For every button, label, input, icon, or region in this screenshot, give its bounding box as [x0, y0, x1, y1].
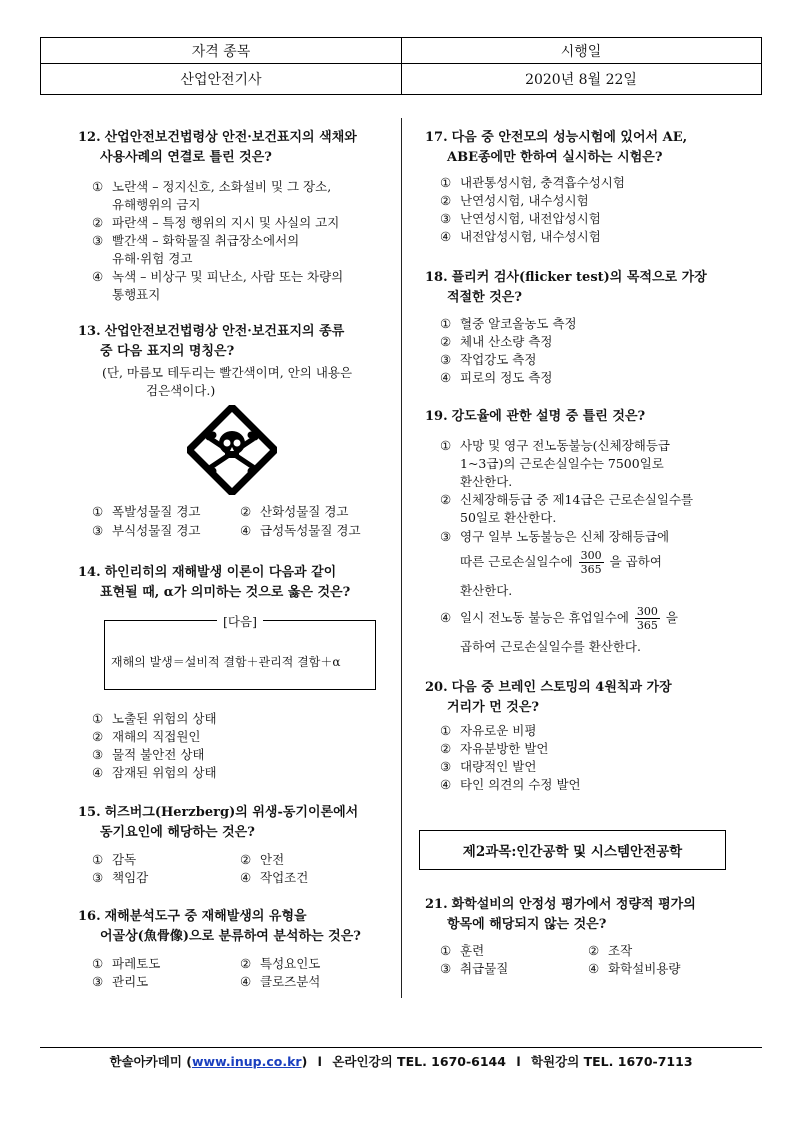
option-marker: ④: [92, 269, 104, 284]
question-text: 다음 중 안전모의 성능시험에 있어서 AE,: [451, 130, 688, 145]
question-number: 13.: [78, 324, 101, 339]
q13-note: [102, 364, 352, 382]
footer-org-close: ): [301, 1054, 308, 1069]
q21-option-1[interactable]: [440, 942, 484, 960]
question-15: [78, 803, 398, 843]
q19-option-2-cont: [460, 509, 556, 527]
fraction: [579, 549, 604, 576]
option-text: 부식성물질 경고: [112, 523, 201, 538]
question-14: [78, 563, 398, 603]
question-13-title: [78, 322, 398, 362]
option-text: 사망 및 영구 전노동불능(신체장해등급: [460, 438, 670, 453]
option-text: 잠재된 위험의 상태: [112, 765, 217, 780]
option-text: 타인 의견의 수정 발언: [460, 777, 581, 792]
question-text: 산업안전보건법령상 안전·보건표지의 종류: [104, 324, 345, 339]
option-marker: ①: [92, 956, 104, 971]
option-marker: ④: [440, 370, 452, 385]
q12-option-3-cont: [112, 250, 192, 268]
question-18-title: [425, 268, 755, 308]
q13-option-1[interactable]: [92, 503, 201, 521]
option-marker: ③: [440, 529, 452, 544]
question-16-title: [78, 907, 398, 947]
q20-option-3[interactable]: [440, 758, 536, 776]
note-text: 검은색이다.): [146, 383, 216, 398]
option-marker: ③: [440, 211, 452, 226]
question-number: 12.: [78, 130, 101, 145]
option-text: 급성독성물질 경고: [260, 523, 361, 538]
option-text: 작업조건: [260, 870, 309, 885]
option-marker: ③: [440, 961, 452, 976]
q21-option-4[interactable]: [588, 960, 680, 978]
header-col1-label: 자격 종목: [191, 43, 251, 60]
option-text: 곱하여 근로손실일수를 환산한다.: [460, 639, 641, 654]
option-text: 조작: [608, 943, 633, 958]
option-text: 폭발성물질 경고: [112, 504, 201, 519]
option-text: 클로즈분석: [260, 974, 321, 989]
option-text: 일시 전노동 불능은 휴업일수에: [460, 610, 629, 625]
option-text: 따른 근로손실일수에: [460, 554, 573, 569]
option-marker: ①: [440, 175, 452, 190]
fraction-numerator: 300: [636, 605, 658, 618]
footer-online-phone: 온라인강의 TEL. 1670-6144: [332, 1054, 506, 1069]
question-13: [78, 322, 398, 362]
question-text: 허즈버그(Herzberg)의 위생-동기이론에서: [104, 805, 359, 820]
option-text: 취급물질: [460, 961, 509, 976]
option-text: 녹색 – 비상구 및 피난소, 사람 또는 차량의: [112, 269, 344, 284]
fraction: [635, 605, 660, 632]
q17-option-2[interactable]: [440, 192, 589, 210]
q16-option-4[interactable]: [240, 973, 320, 991]
q12-option-4-cont: [112, 286, 160, 304]
question-16: [78, 907, 398, 947]
q18-option-2[interactable]: [440, 333, 552, 351]
q12-option-4[interactable]: [92, 268, 343, 286]
question-12: [78, 128, 398, 168]
option-text: 50일로 환산한다.: [460, 510, 557, 525]
option-marker: ④: [440, 777, 452, 792]
option-text: 혈중 알코올농도 측정: [460, 316, 577, 331]
option-marker: ③: [92, 974, 104, 989]
question-number: 21.: [425, 897, 448, 912]
option-marker: ①: [92, 504, 104, 519]
q16-option-1[interactable]: [92, 955, 160, 973]
option-marker: ①: [440, 316, 452, 331]
option-marker: ③: [440, 759, 452, 774]
option-text: 산화성물질 경고: [260, 504, 349, 519]
option-marker: ②: [440, 334, 452, 349]
question-text: 다음 중 브레인 스토밍의 4원칙과 가장: [451, 680, 672, 695]
question-12-title: [78, 128, 398, 168]
q18-option-3[interactable]: [440, 351, 536, 369]
option-text: 관리도: [112, 974, 149, 989]
option-marker: ④: [440, 610, 452, 625]
fraction-numerator: 300: [580, 549, 602, 562]
header-col2-value: 2020년 8월 22일: [525, 71, 637, 88]
option-marker: ②: [240, 504, 252, 519]
q16-option-2[interactable]: [240, 955, 320, 973]
option-marker: ②: [440, 741, 452, 756]
q19-option-1[interactable]: [440, 437, 670, 455]
q13-note-cont: [146, 382, 215, 400]
q14-option-4[interactable]: [92, 764, 217, 782]
q14-option-2[interactable]: [92, 728, 201, 746]
question-20: [425, 678, 755, 718]
option-marker: ②: [240, 852, 252, 867]
question-number: 19.: [425, 409, 448, 424]
fraction-denominator: 365: [580, 563, 602, 576]
option-marker: ①: [92, 711, 104, 726]
option-text: 통행표지: [112, 287, 161, 302]
question-text: 중 다음 표지의 명칭은?: [100, 344, 235, 359]
question-19-title: [425, 407, 755, 427]
q15-option-3[interactable]: [92, 869, 148, 887]
option-marker: ①: [92, 852, 104, 867]
question-20-title: [425, 678, 755, 718]
footer-separator: l: [317, 1054, 322, 1069]
option-text: 영구 일부 노동불능은 신체 장해등급에: [460, 529, 670, 544]
question-number: 16.: [78, 909, 101, 924]
option-text: 유해·위험 경고: [112, 251, 193, 266]
option-text: 난연성시험, 내수성시험: [460, 193, 589, 208]
q15-option-1[interactable]: [92, 851, 136, 869]
q19-option-3-cont: [460, 548, 662, 576]
option-text: 자유분방한 발언: [460, 741, 549, 756]
fraction-denominator: 365: [636, 619, 658, 632]
question-text: 산업안전보건법령상 안전·보건표지의 색채와: [104, 130, 357, 145]
question-15-title: [78, 803, 398, 843]
footer-offline-phone: 학원강의 TEL. 1670-7113: [530, 1054, 693, 1069]
option-marker: ②: [92, 729, 104, 744]
question-text: 하인리히의 재해발생 이론이 다음과 같이: [104, 565, 337, 580]
column-divider: [401, 118, 402, 998]
option-marker: ④: [440, 229, 452, 244]
q12-option-1-cont: [112, 196, 201, 214]
q17-option-1[interactable]: [440, 174, 625, 192]
q13-option-3[interactable]: [92, 522, 201, 540]
option-marker: ②: [440, 492, 452, 507]
option-text: 을 곱하여: [609, 554, 662, 569]
option-marker: ②: [240, 956, 252, 971]
option-marker: ①: [440, 438, 452, 453]
q19-option-3[interactable]: [440, 528, 669, 546]
question-text: ABE종에만 한하여 실시하는 시험은?: [447, 150, 663, 165]
option-text: 안전: [260, 852, 285, 867]
question-17: [425, 128, 755, 168]
footer-separator: l: [516, 1054, 521, 1069]
q15-option-4[interactable]: [240, 869, 308, 887]
option-text: 환산한다.: [460, 474, 513, 489]
option-text: 난연성시험, 내전압성시험: [460, 211, 601, 226]
q19-option-1-cont: [460, 455, 664, 473]
option-text: 책임감: [112, 870, 149, 885]
option-text: 빨간색 – 화학물질 취급장소에서의: [112, 233, 300, 248]
option-text: 훈련: [460, 943, 485, 958]
header-col2-label: 시행일: [560, 43, 602, 60]
option-text: 대량적인 발언: [460, 759, 537, 774]
q19-option-1-cont: [460, 473, 512, 491]
option-marker: ④: [240, 974, 252, 989]
option-text: 파란색 – 특정 행위의 지시 및 사실의 고지: [112, 215, 340, 230]
option-marker: ③: [92, 233, 104, 248]
question-text: 적절한 것은?: [447, 290, 522, 305]
option-text: 노출된 위험의 상태: [112, 711, 217, 726]
option-text: 내관통성시험, 충격흡수성시험: [460, 175, 625, 190]
footer: [40, 1052, 762, 1070]
question-number: 15.: [78, 805, 101, 820]
option-marker: ④: [240, 523, 252, 538]
question-19: [425, 407, 755, 427]
q21-option-3[interactable]: [440, 960, 508, 978]
q17-option-4[interactable]: [440, 228, 601, 246]
option-marker: ④: [92, 765, 104, 780]
question-number: 14.: [78, 565, 101, 580]
question-text: 재해분석도구 중 재해발생의 유형을: [104, 909, 307, 924]
question-text: 화학설비의 안정성 평가에서 정량적 평가의: [451, 897, 696, 912]
question-18: [425, 268, 755, 308]
q15-option-2[interactable]: [240, 851, 284, 869]
option-text: 재해의 직접원인: [112, 729, 201, 744]
box-formula: 재해의 발생＝설비적 결함＋관리적 결함＋α: [111, 655, 341, 669]
q13-option-2[interactable]: [240, 503, 349, 521]
question-21-title: [425, 895, 765, 935]
header-col1-value: 산업안전기사: [180, 71, 262, 88]
option-text: 을: [665, 610, 678, 625]
option-text: 신체장해등급 중 제14급은 근로손실일수를: [460, 492, 694, 507]
option-marker: ②: [440, 193, 452, 208]
question-text: 사용사례의 연결로 틀린 것은?: [100, 150, 272, 165]
option-text: 작업강도 측정: [460, 352, 537, 367]
q20-option-1[interactable]: [440, 722, 536, 740]
question-text: 거리가 먼 것은?: [447, 700, 540, 715]
q13-option-4[interactable]: [240, 522, 361, 540]
option-marker: ②: [92, 215, 104, 230]
question-21: [425, 895, 765, 935]
q20-option-2[interactable]: [440, 740, 549, 758]
option-text: 노란색 – 정지신호, 소화설비 및 그 장소,: [112, 179, 332, 194]
option-marker: ③: [440, 352, 452, 367]
question-text: 항목에 해당되지 않는 것은?: [447, 917, 607, 932]
exam-header-table: [40, 37, 762, 95]
q12-option-1[interactable]: [92, 178, 331, 196]
q18-option-1[interactable]: [440, 315, 577, 333]
option-text: 피로의 정도 측정: [460, 370, 553, 385]
option-marker: ①: [440, 943, 452, 958]
option-text: 체내 산소량 측정: [460, 334, 553, 349]
q19-option-2[interactable]: [440, 491, 693, 509]
option-marker: ④: [588, 961, 600, 976]
box-title: [105, 612, 375, 630]
option-text: 감독: [112, 852, 137, 867]
option-text: 특성요인도: [260, 956, 321, 971]
q19-option-4[interactable]: [440, 604, 678, 632]
skull-crossbones-diamond-icon: [187, 405, 277, 495]
option-marker: ③: [92, 523, 104, 538]
q19-option-3-cont: [460, 582, 512, 600]
footer-website-link[interactable]: www.inup.co.kr: [191, 1054, 302, 1069]
option-marker: ①: [92, 179, 104, 194]
q16-option-3[interactable]: [92, 973, 148, 991]
note-text: (단, 마름모 테두리는 빨간색이며, 안의 내용은: [102, 365, 353, 380]
question-text: 표현될 때, α가 의미하는 것으로 옳은 것은?: [100, 585, 351, 600]
q18-option-4[interactable]: [440, 369, 552, 387]
question-14-title: [78, 563, 398, 603]
option-marker: ③: [92, 747, 104, 762]
option-text: 내전압성시험, 내수성시험: [460, 229, 601, 244]
question-text: 플리커 검사(flicker test)의 목적으로 가장: [451, 270, 707, 285]
q12-option-3[interactable]: [92, 232, 299, 250]
question-text: 동기요인에 해당하는 것은?: [100, 825, 255, 840]
option-text: 환산한다.: [460, 583, 513, 598]
q14-option-1[interactable]: [92, 710, 217, 728]
option-text: 1~3급)의 근로손실일수는 7500일로: [460, 456, 664, 471]
footer-divider: [40, 1047, 762, 1048]
option-marker: ③: [92, 870, 104, 885]
option-text: 물적 불안전 상태: [112, 747, 205, 762]
q14-condition-box: [104, 614, 376, 690]
section-2-heading: 제2과목:인간공학 및 시스템안전공학: [419, 830, 726, 870]
option-marker: ④: [240, 870, 252, 885]
option-marker: ②: [588, 943, 600, 958]
box-title-text: [다음]: [217, 614, 263, 629]
option-marker: ①: [440, 723, 452, 738]
option-text: 화학설비용량: [608, 961, 681, 976]
question-number: 18.: [425, 270, 448, 285]
q12-option-2[interactable]: [92, 214, 339, 232]
option-text: 자유로운 비평: [460, 723, 537, 738]
question-text: 어골상(魚骨像)으로 분류하여 분석하는 것은?: [100, 929, 361, 944]
q19-option-4-cont: [460, 638, 641, 656]
q20-option-4[interactable]: [440, 776, 581, 794]
question-text: 강도율에 관한 설명 중 틀린 것은?: [451, 409, 646, 424]
q21-option-2[interactable]: [588, 942, 632, 960]
q14-option-3[interactable]: [92, 746, 204, 764]
option-text: 파레토도: [112, 956, 161, 971]
q17-option-3[interactable]: [440, 210, 601, 228]
footer-org: 한솔아카데미 (: [109, 1054, 192, 1069]
question-17-title: [425, 128, 755, 168]
option-text: 유해행위의 금지: [112, 197, 201, 212]
question-number: 17.: [425, 130, 448, 145]
question-number: 20.: [425, 680, 448, 695]
